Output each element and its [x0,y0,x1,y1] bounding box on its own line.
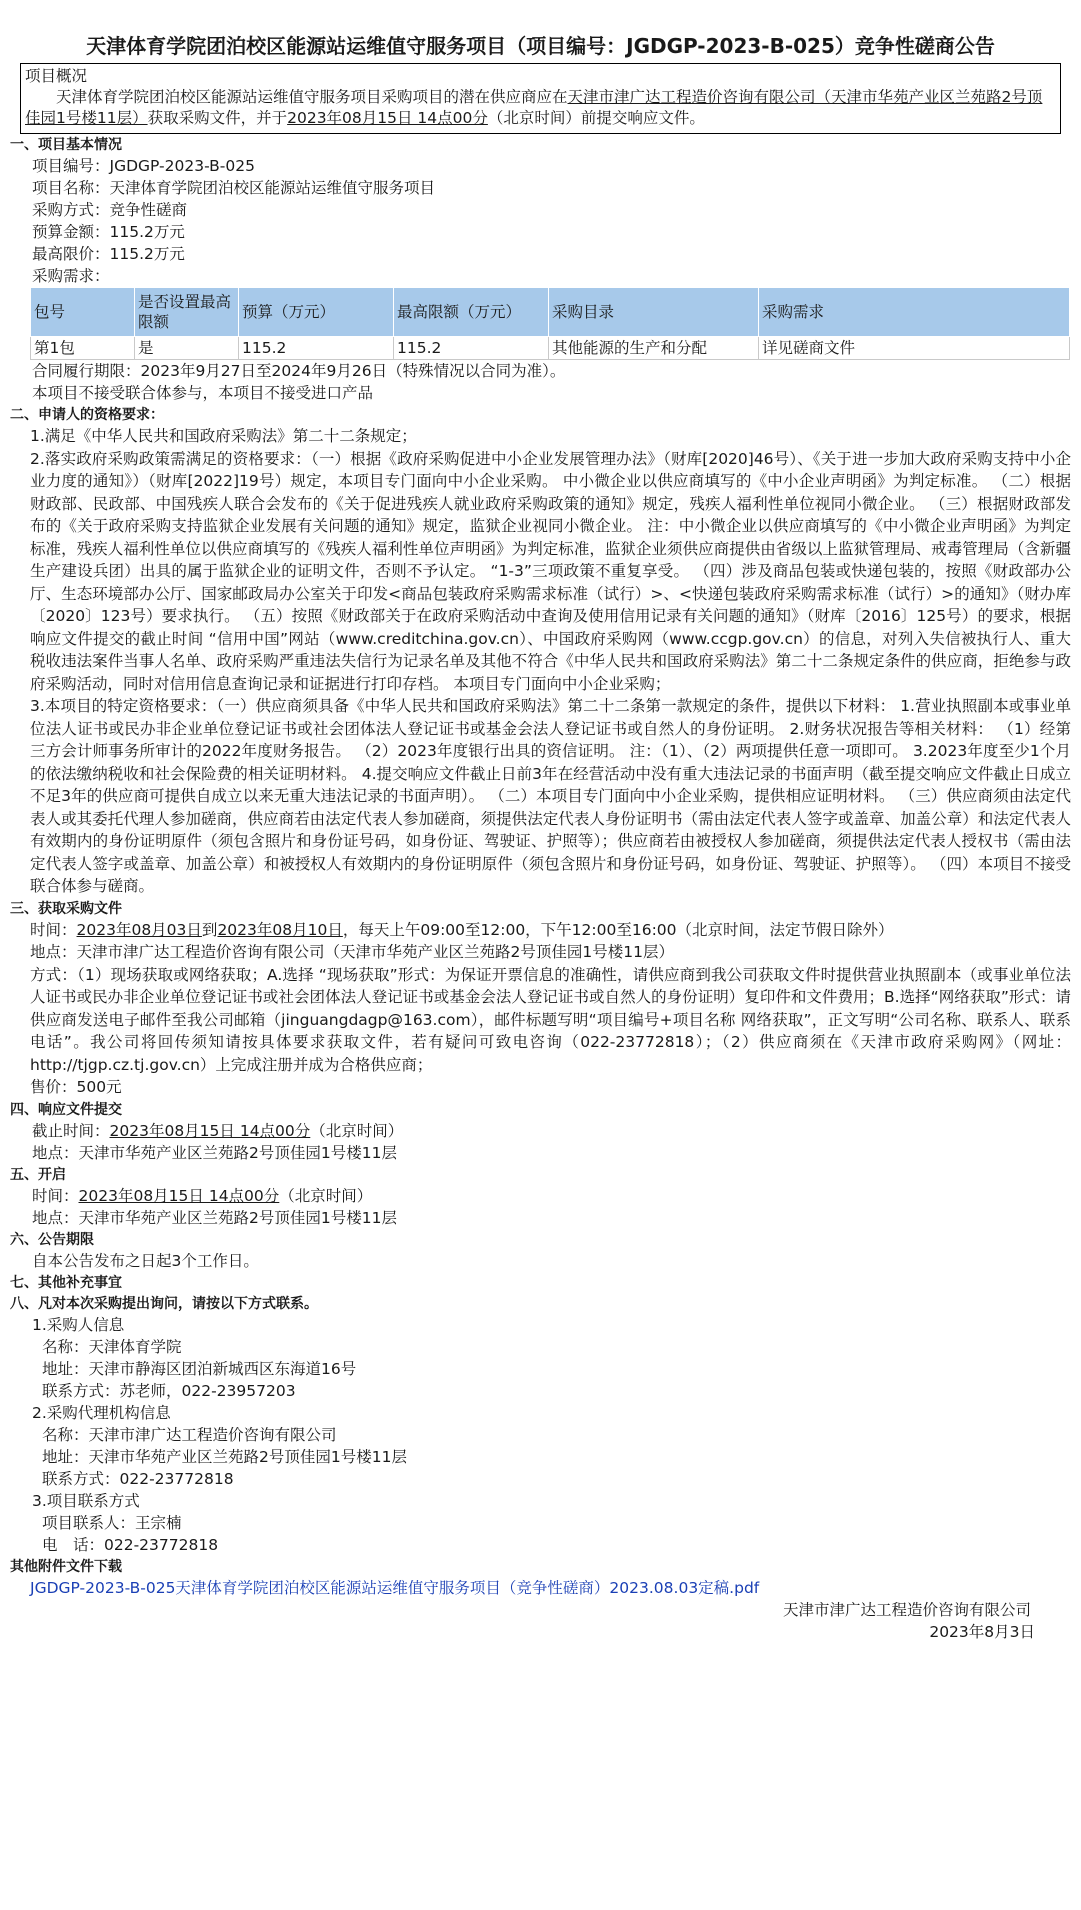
table-row [31,337,1070,360]
overview-box [20,63,1061,134]
submit-place: 地点：天津市华苑产业区兰苑路2号顶佳园1号楼11层 [32,1143,397,1162]
overview-text-2: 获取采购文件，并于 [147,109,288,127]
section-heading-8: 八、凡对本次采购提出询问，请按以下方式联系。 [10,1295,318,1312]
acquire-end-date: 2023年08月10日 [217,920,343,939]
overview-label: 项目概况 [25,67,88,85]
table-header: 采购需求 [759,288,1070,337]
section-heading-7: 七、其他补充事宜 [10,1274,122,1291]
section-heading-2: 二、申请人的资格要求： [10,407,164,423]
signature-org: 天津市津广达工程造价咨询有限公司 [782,1600,1031,1619]
submit-deadline [10,1120,1071,1142]
acquire-place: 地点：天津市津广达工程造价咨询有限公司（天津市华苑产业区兰苑路2号顶佳园1号楼11层） [30,943,674,961]
agent-name: 名称：天津市津广达工程造价咨询有限公司 [42,1425,337,1444]
opening-time-label: 时间： [32,1186,79,1205]
buyer-info-title: 1.采购人信息 [32,1315,125,1334]
buyer-name: 名称：天津体育学院 [42,1337,182,1356]
section-heading-1: 一、项目基本情况 [10,137,122,153]
signature-date: 2023年8月3日 [929,1622,1035,1641]
project-contact-phone: 电 话：022-23772818 [42,1535,219,1554]
page-title: 天津体育学院团泊校区能源站运维值守服务项目（项目编号：JGDGP-2023-B-025）竞争性磋商公告 [86,34,995,58]
table-header-row [31,288,1070,337]
opening-time-date: 2023年08月15日 14点00分 [78,1186,280,1205]
submit-deadline-rest: （北京时间） [310,1121,404,1140]
procurement-method: 采购方式：竞争性磋商 [32,201,188,219]
opening-place: 地点：天津市华苑产业区兰苑路2号顶佳园1号楼11层 [32,1208,397,1227]
budget-amount: 预算金额：115.2万元 [32,223,185,241]
attachments-heading: 其他附件文件下载 [10,1558,122,1575]
opening-time-rest: （北京时间） [279,1186,373,1205]
section-heading-3: 三、获取采购文件 [10,900,122,917]
table-header: 采购目录 [549,288,759,337]
section-heading-4: 四、响应文件提交 [10,1101,122,1118]
attachment-file-link[interactable]: JGDGP-2023-B-025天津体育学院团泊校区能源站运维值守服务项目（竞争性磋商）2023.08.03定稿.pdf [30,1578,760,1597]
qualification-3: 3.本项目的特定资格要求：（一）供应商须具备《中华人民共和国政府采购法》第二十二条第一款规定的条件，提供以下材料： 1.营业执照副本或事业单位法人证书或民办非企业单位登记证书或社会团体法人登记证书或基金会法人登记证书或自然人的身份证明。 2.财务状况报告等相关材料： （1）经第三方会计师事务所审计的2022年度财务报告。 （2）2023年度银行出具的资信证明。 注：（1）、（2）两项提供任意一项即可。 3.2023年度至少1个月的依法缴纳税收和社会保险费的相关证明材料。 4.提交响应文件截止日前3年在经营活动中没有重大违法记录的书面声明（截至提交响应文件截止日成立不足3年的供应商可提供自成立以来无重大违法记录的书面声明）。 （二）本项目专门面向中小企业采购，提供相应证明材料。 （三）供应商须由法定代表人或其委托代理人参加磋商，供应商若由法定代表人参加磋商，须提供法定代表人身份证明书（需由法定代表人签字或盖章、加盖公章）和法定代表人有效期内的身份证明原件（须包含照片和身份证号码，如身份证、驾驶证、护照等）；供应商若由被授权人参加磋商，须提供法定代表人授权书（需由法定代表人签字或盖章、加盖公章）和被授权人有效期内的身份证明原件（须包含照片和身份证号码，如身份证、驾驶证、护照等）。 （四）本项目不接受联合体参与磋商。 [30,697,1071,895]
section-heading-5: 五、开启 [10,1166,66,1183]
agent-address: 地址：天津市华苑产业区兰苑路2号顶佳园1号楼11层 [42,1447,407,1466]
table-header: 是否设置最高限额 [135,288,239,337]
overview-deadline: 2023年08月15日 14点00分 [287,109,488,127]
acquire-time-rest: ，每天上午09:00至12:00，下午12:00至16:00（北京时间，法定节假日除外） [342,920,894,939]
submit-deadline-label: 截止时间： [32,1121,110,1140]
project-contact-title: 3.项目联系方式 [32,1491,140,1510]
agent-info-title: 2.采购代理机构信息 [32,1403,171,1422]
table-cell: 115.2 [239,337,394,360]
overview-text-3: （北京时间）前提交响应文件。 [487,109,705,127]
project-name: 项目名称：天津体育学院团泊校区能源站运维值守服务项目 [32,179,436,197]
table-header: 最高限额（万元） [394,288,549,337]
acquire-time-label: 时间： [30,920,77,939]
overview-text [25,87,1056,129]
table-cell: 详见磋商文件 [759,337,1070,360]
table-cell: 其他能源的生产和分配 [549,337,759,360]
table-header: 包号 [31,288,135,337]
contract-period: 合同履行期限：2023年9月27日至2024年9月26日（特殊情况以合同为准）。 [32,362,566,380]
acquire-method: 方式：（1）现场获取或网络获取；A.选择 “现场获取”形式：为保证开票信息的准确性，请供应商到我公司获取文件时提供营业执照副本（或事业单位法人证书或民办非企业单位登记证书或社会团体法人登记证书或基金会法人登记证书或自然人的身份证明）复印件和文件费用；B.选择“网络获取”形式：请供应商发送电子邮件至我公司邮箱（jinguangdagp@163.com），邮件标题写明“项目编号+项目名称 网络获取”，正文写明“公司名称、联系人、联系电话”。我公司将回传须知请按具体要求获取文件，若有疑问可致电咨询（022-23772818）；（2）供应商须在《天津市政府采购网》（网址：http://tjgp.cz.tj.gov.cn）上完成注册并成为合格供应商； [30,965,1071,1074]
qualification-2: 2.落实政府采购政策需满足的资格要求：（一）根据《政府采购促进中小企业发展管理办法》（财库[2020]46号）、《关于进一步加大政府采购支持中小企业力度的通知》）（财库[2022]19号）规定，本项目专门面向中小企业采购。 中小微企业以供应商填写的《中小企业声明函》为判定标准。 （二）根据财政部、民政部、中国残疾人联合会发布的《关于促进残疾人就业政府采购政策的通知》规定，残疾人福利性单位视同小微企业。 （三）根据财政部发布的《关于政府采购支持监狱企业发展有关问题的通知》规定，监狱企业视同小微企业。 注：中小微企业以供应商填写的《中小微企业声明函》为判定标准，残疾人福利性单位以供应商填写的《残疾人福利性单位声明函》为判定标准，监狱企业须供应商提供由省级以上监狱管理局、戒毒管理局（含新疆生产建设兵团）出具的属于监狱企业的证明文件，否则不予认定。 “1-3”三项政策不重复享受。 （四）涉及商品包装或快递包装的，按照《财政部办公厅、生态环境部办公厅、国家邮政局办公室关于印发<商品包装政府采购需求标准（试行）>、<快递包装政府采购需求标准（试行）>的通知》（财办库〔2020〕123号）要求执行。 （五）按照《财政部关于在政府采购活动中查询及使用信用记录有关问题的通知》（财库〔2016〕125号）的要求，根据响应文件提交的截止时间 “信用中国”网站（www.creditchina.gov.cn）、中国政府采购网（www.ccgp.gov.cn）的信息，对列入失信被执行人、重大税收违法案件当事人名单、政府采购严重违法失信行为记录名单及其他不符合《中华人民共和国政府采购法》第二十二条规定条件的供应商，拒绝参与政府采购活动，同时对信用信息查询记录和证据进行打印存档。 本项目专门面向中小企业采购； [30,449,1071,693]
table-cell: 115.2 [394,337,549,360]
acquire-time-mid: 到 [201,920,218,939]
table-cell: 第1包 [31,337,135,360]
opening-time [10,1185,1071,1207]
table-header: 预算（万元） [239,288,394,337]
project-number: 项目编号：JGDGP-2023-B-025 [32,157,255,175]
package-table [30,287,1070,360]
section-heading-6: 六、公告期限 [10,1231,94,1248]
overview-location: 天津市津广达工程造价咨询有限公司（天津市华苑产业区兰苑路2号顶佳园1号楼11层） [25,88,1043,127]
acquire-time [10,919,1071,942]
buyer-contact: 联系方式：苏老师，022-23957203 [42,1381,296,1400]
max-price: 最高限价：115.2万元 [32,245,185,263]
buyer-address: 地址：天津市静海区团泊新城西区东海道16号 [42,1359,357,1378]
submit-deadline-date: 2023年08月15日 14点00分 [109,1121,311,1140]
acquire-price: 售价：500元 [30,1078,122,1096]
project-contact-person: 项目联系人：王宗楠 [42,1513,182,1532]
acquire-start-date: 2023年08月03日 [76,920,202,939]
agent-contact: 联系方式：022-23772818 [42,1469,234,1488]
qualification-1: 1.满足《中华人民共和国政府采购法》第二十二条规定； [30,427,417,445]
procurement-demand-label: 采购需求： [32,267,110,285]
notice-period: 自本公告发布之日起3个工作日。 [32,1251,259,1270]
overview-text-1: 天津体育学院团泊校区能源站运维值守服务项目采购项目的潜在供应商应在 [56,88,568,106]
consortium-note: 本项目不接受联合体参与，本项目不接受进口产品 [32,384,374,402]
table-cell: 是 [135,337,239,360]
